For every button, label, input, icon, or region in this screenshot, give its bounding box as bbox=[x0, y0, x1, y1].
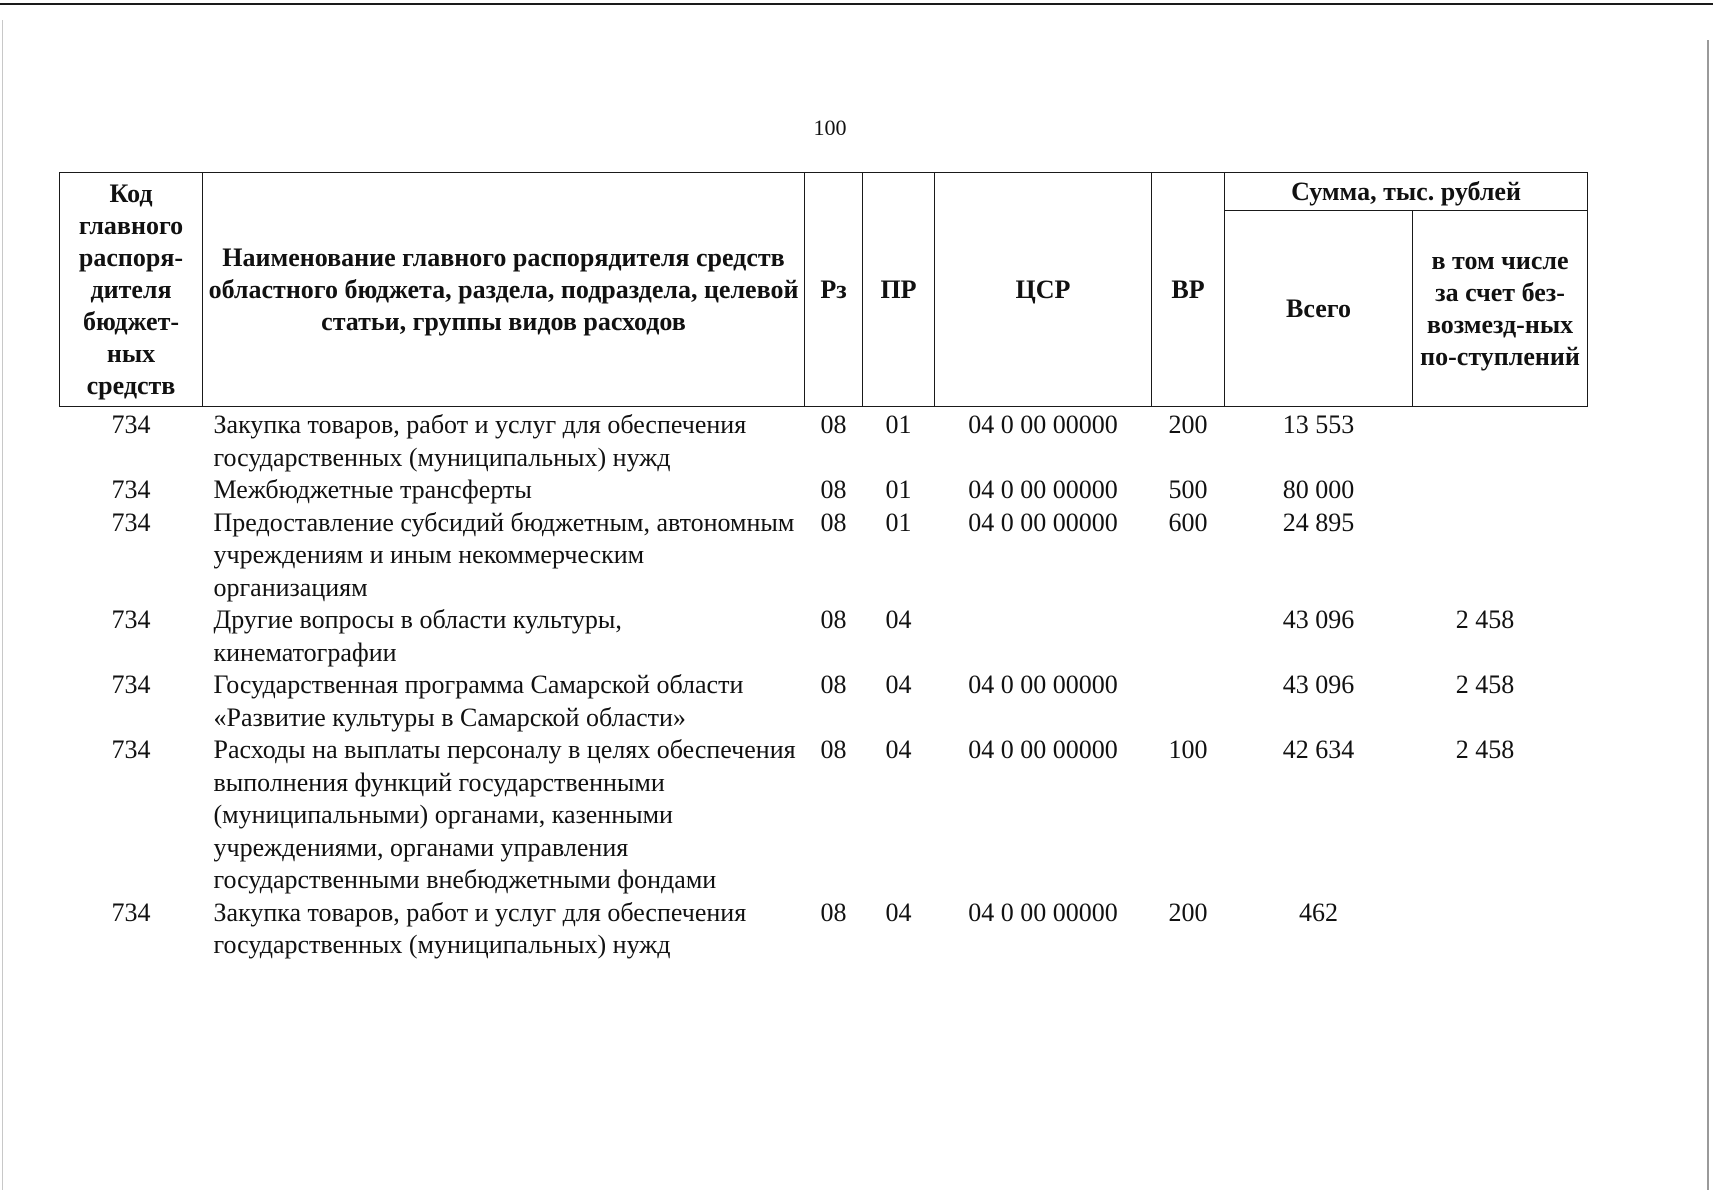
cell-grant: 2 458 bbox=[1455, 670, 1515, 699]
cell-csr bbox=[935, 604, 1152, 669]
table-row bbox=[60, 897, 1588, 962]
table-row bbox=[60, 669, 1588, 734]
cell-pr: 01 bbox=[885, 475, 912, 504]
cell-name: Межбюджетные трансферты bbox=[213, 475, 532, 504]
table-body bbox=[60, 407, 1588, 962]
cell-name: Предоставление субсидий бюджетным, автономным учреждениям и иным некоммерческим организациям bbox=[213, 507, 795, 602]
table-row bbox=[60, 604, 1588, 669]
cell-rz: 08 bbox=[820, 735, 847, 764]
cell-pr: 01 bbox=[885, 410, 912, 439]
header-csr: ЦСР bbox=[935, 173, 1152, 407]
cell-pr: 04 bbox=[885, 735, 912, 764]
cell-csr: 04 0 00 00000 bbox=[968, 475, 1118, 504]
cell-code: 734 bbox=[111, 897, 151, 927]
cell-code: 734 bbox=[111, 735, 151, 764]
cell-pr: 04 bbox=[885, 670, 912, 699]
cell-grant: 2 458 bbox=[1455, 735, 1515, 764]
header-code: Код главного распоря-дителя бюджет-ных средств bbox=[60, 173, 203, 407]
cell-vr bbox=[1152, 669, 1225, 734]
cell-csr: 04 0 00 00000 bbox=[968, 897, 1118, 927]
cell-pr: 04 bbox=[885, 605, 912, 634]
cell-code: 734 bbox=[111, 410, 151, 439]
cell-total: 13 553 bbox=[1282, 410, 1355, 439]
scan-border-top bbox=[0, 3, 1713, 5]
cell-name: Закупка товаров, работ и услуг для обеспечения государственных (муниципальных) нужд bbox=[213, 410, 747, 472]
cell-grant bbox=[1413, 474, 1588, 507]
header-vr: ВР bbox=[1152, 173, 1225, 407]
cell-vr: 200 bbox=[1168, 410, 1208, 439]
cell-name: Расходы на выплаты персоналу в целях обеспечения выполнения функций государственными (муниципальными) органами, казенными учреждениями, органами управления государственными внебюджетными фондами bbox=[213, 735, 796, 894]
cell-csr: 04 0 00 00000 bbox=[968, 670, 1118, 699]
scan-border-left bbox=[2, 20, 3, 1190]
cell-rz: 08 bbox=[820, 475, 847, 504]
cell-pr: 04 bbox=[885, 897, 912, 927]
cell-vr: 500 bbox=[1168, 475, 1208, 504]
cell-grant bbox=[1413, 407, 1588, 475]
cell-vr: 100 bbox=[1168, 735, 1208, 764]
cell-code: 734 bbox=[111, 605, 151, 634]
cell-vr: 200 bbox=[1168, 897, 1208, 927]
cell-pr: 01 bbox=[885, 507, 912, 537]
table-row bbox=[60, 474, 1588, 507]
cell-vr: 600 bbox=[1168, 507, 1208, 537]
table-row bbox=[60, 507, 1588, 605]
cell-csr: 04 0 00 00000 bbox=[968, 410, 1118, 439]
header-pr: ПР bbox=[863, 173, 935, 407]
cell-name: Другие вопросы в области культуры, кинематографии bbox=[213, 605, 622, 667]
table-row bbox=[60, 734, 1588, 897]
cell-name: Закупка товаров, работ и услуг для обеспечения государственных (муниципальных) нужд bbox=[213, 897, 747, 959]
cell-grant bbox=[1413, 507, 1588, 605]
cell-csr: 04 0 00 00000 bbox=[968, 507, 1118, 537]
cell-grant: 2 458 bbox=[1455, 605, 1515, 634]
header-grant: в том числе за счет без-возмезд-ных по-ступлений bbox=[1413, 211, 1588, 407]
cell-name: Государственная программа Самарской области «Развитие культуры в Самарской области» bbox=[213, 670, 744, 732]
cell-total: 42 634 bbox=[1282, 735, 1355, 764]
cell-code: 734 bbox=[111, 670, 151, 699]
page-number: 100 bbox=[813, 115, 847, 140]
cell-vr bbox=[1152, 604, 1225, 669]
header-name: Наименование главного распорядителя средств областного бюджета, раздела, подраздела, целевой статьи, группы видов расходов bbox=[203, 173, 805, 407]
cell-total: 462 bbox=[1299, 897, 1338, 927]
cell-code: 734 bbox=[111, 507, 151, 537]
cell-rz: 08 bbox=[820, 605, 847, 634]
header-rz: Рз bbox=[805, 173, 863, 407]
cell-csr: 04 0 00 00000 bbox=[968, 735, 1118, 764]
cell-total: 80 000 bbox=[1282, 475, 1355, 504]
cell-total: 24 895 bbox=[1282, 507, 1355, 537]
cell-total: 43 096 bbox=[1282, 670, 1355, 699]
cell-rz: 08 bbox=[820, 897, 847, 927]
header-sum: Сумма, тыс. рублей bbox=[1225, 173, 1588, 211]
table-row bbox=[60, 407, 1588, 475]
cell-rz: 08 bbox=[820, 410, 847, 439]
cell-rz: 08 bbox=[820, 670, 847, 699]
scan-border-right bbox=[1707, 40, 1709, 1190]
header-total: Всего bbox=[1225, 211, 1413, 407]
cell-grant bbox=[1413, 897, 1588, 962]
cell-code: 734 bbox=[111, 475, 151, 504]
table-header bbox=[60, 173, 1588, 407]
cell-total: 43 096 bbox=[1282, 605, 1355, 634]
budget-table bbox=[59, 172, 1588, 962]
cell-rz: 08 bbox=[820, 507, 847, 537]
